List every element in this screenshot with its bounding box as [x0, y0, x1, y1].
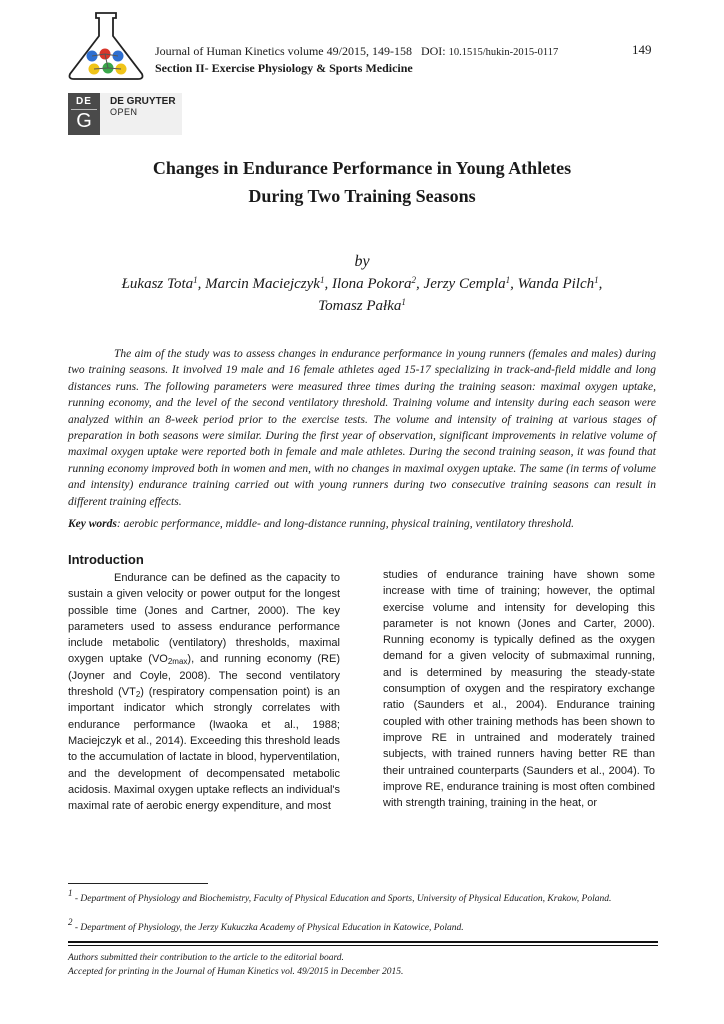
left-text-3: ) (respiratory compensation point) is an important indicator which strongly correlates with endurance performance (Iwaoka et al., 1988; Maciejczyk et al., 2014). Exceeding this threshold leads to the accumulation of lactate in blood, hyperventilation, and the development of decompensated metabolic acidosis. Maximal oxygen uptake reflects an individual's maximal rate of aerobic energy expenditure, and most [68, 686, 341, 813]
journal-name: Journal of Human Kinetics volume 49/2015, 149-158 [155, 44, 412, 58]
doi-label: DOI: [420, 44, 446, 58]
footnote-1 [68, 888, 656, 906]
footnote-1-text: - Department of Physiology and Biochemistry, Faculty of Physical Education and Sports, University of Physical Education, Krakow, Poland. [72, 894, 612, 904]
vo2max-subscript: 2max [167, 657, 188, 667]
publisher-open: OPEN [110, 107, 138, 117]
journal-logo-flask-icon [64, 10, 148, 82]
author-affiliation: 1 [505, 275, 511, 285]
keywords-label: Key words [68, 518, 117, 530]
footer-divider-thin [68, 945, 658, 946]
footnote-1-number: 1 [68, 888, 73, 898]
footer-divider [68, 941, 658, 943]
author-name: Jerzy Cempla [423, 276, 506, 292]
footnote-2 [68, 917, 656, 935]
author-name: Marcin Maciejczyk [205, 276, 320, 292]
footnote-2-number: 2 [68, 917, 73, 927]
publisher-name: DE GRUYTER [110, 96, 176, 107]
author-name: Tomasz Pałka [318, 298, 402, 314]
vt2-subscript: 2 [135, 690, 141, 700]
title-line-2: During Two Training Seasons [248, 186, 476, 206]
introduction-heading: Introduction [68, 552, 144, 567]
by-label: by [354, 253, 370, 270]
author-list: Łukasz Tota$^1$, Marcin Maciejczyk$^1$, Ilona Pokora$^2$, Jerzy Cempla$^1$, Wanda Pilch$^1$, Tomasz Pałka$^1$ [121, 275, 603, 314]
title-line-1: Changes in Endurance Performance in Young Athletes [152, 158, 572, 178]
article-title [60, 154, 664, 210]
author-affiliation: 1 [594, 275, 599, 285]
author-affiliation: 1 [319, 275, 325, 285]
keywords [68, 516, 656, 532]
author-name: Łukasz Tota [121, 276, 194, 292]
keywords-list: : aerobic performance, middle- and long-distance running, physical training, ventilatory threshold. [116, 518, 575, 530]
footer-acceptance-note: Accepted for printing in the Journal of Human Kinetics vol. 49/2015 in December 2015. [68, 967, 404, 977]
author-affiliation: 1 [401, 297, 406, 307]
left-text-1: Endurance can be defined as the capacity to sustain a given velocity or power output for the longest possible time (Jones and Cartner, 2000). The key parameters used to assess endurance performance include metabolic (ventilatory) thresholds, maximal oxygen uptake (VO [68, 572, 340, 666]
de-gruyter-logo-icon [68, 93, 100, 135]
author-affiliation: 1 [193, 275, 198, 285]
footnote-divider [68, 883, 208, 884]
footer-submission-note: Authors submitted their contribution to the article to the editorial board. [68, 953, 344, 963]
left-text-2: ), and running economy (RE) (Joyner and Coyle, 2008). The second ventilatory threshold (VT [68, 653, 340, 699]
logo-de-text: DE [76, 96, 92, 107]
page-number: 149 [632, 42, 652, 57]
journal-citation [155, 44, 558, 59]
body-column-left [68, 570, 340, 814]
author-affiliation: 2 [411, 275, 417, 285]
doi-link[interactable]: 10.1515/hukin-2015-0117 [448, 47, 559, 58]
abstract: The aim of the study was to assess changes in endurance performance in young runners (females and males) during two training seasons. It involved 19 male and 16 female athletes aged 15-17 specializing in track-and-field middle and long distances runs. The following parameters were measured three times during the training season: maximal oxygen uptake, running economy, and the level of the second ventilatory threshold. Training volume and intensity during each season were analyzed within an 8-week period prior to the exercise tests. The volume and intensity of training at various stages of preparation in both seasons were similar. During the first year of observation, significant improvements in relative volume of maximal oxygen uptake were reported both in female and male athletes. During the second training season, it was found that running economy improved both in women and men, with no changes in maximal oxygen uptake. The same (in terms of volume and intensity) endurance training carried out with young runners during two consecutive training seasons can result in different training effects. [68, 348, 656, 508]
footnote-2-text: - Department of Physiology, the Jerzy Kukuczka Academy of Physical Education in Katowice, Poland. [72, 923, 464, 933]
author-name: Ilona Pokora [331, 276, 412, 292]
logo-g-text: G [71, 109, 97, 132]
body-column-right: studies of endurance training have shown some increase with time of training; however, the optimal exercise volume and intensity for developing this parameter is not known (Jones and Carter, 2000). Running economy is typically defined as the oxygen demand for a given velocity of submaximal running, and is determined by measuring the steady-state consumption of oxygen and the respiratory exchange ratio (Saunders et al., 2004). Endurance training coupled with other training methods has been shown to improve RE in untrained and moderately trained subjects, with trained runners having better RE than their untrained counterparts (Saunders et al., 2004). To improve RE, endurance training is most often combined with strength training, training in the heat, or [383, 569, 655, 810]
journal-section: Section II- Exercise Physiology & Sports Medicine [155, 61, 413, 75]
author-name: Wanda Pilch [517, 276, 595, 292]
